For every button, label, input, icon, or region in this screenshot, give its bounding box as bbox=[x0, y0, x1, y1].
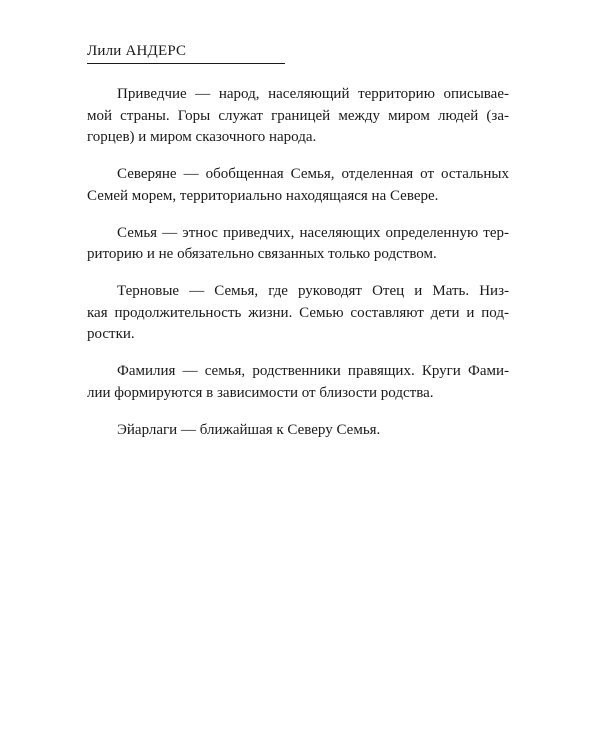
running-title: Лили АНДЕРС bbox=[87, 43, 187, 59]
text-line: горцев) и миром сказочного народа. bbox=[87, 129, 317, 145]
text-line: Приведчие — народ, населяющий территорию описывае- bbox=[117, 86, 509, 102]
text-line: Семья — этнос приведчих, населяющих определенную тер- bbox=[117, 224, 509, 241]
glossary-entry-familiya bbox=[87, 361, 509, 404]
text-line: кая продолжительность жизни. Семью составляют дети и под- bbox=[87, 304, 509, 321]
glossary-entry-priveddchie bbox=[87, 84, 509, 149]
text-line: Северяне — обобщенная Семья, отделенная от остальных bbox=[117, 166, 509, 182]
running-header bbox=[87, 42, 285, 64]
text-line: риторию и не обязательно связанных только родством. bbox=[87, 246, 437, 262]
text-line: Семей морем, территориально находящаяся на Севере. bbox=[87, 187, 439, 204]
text-line: Эйарлаги — ближайшая к Северу Семья. bbox=[117, 421, 381, 438]
glossary-entry-semya bbox=[87, 223, 509, 266]
glossary-entry-ternovye bbox=[87, 281, 509, 346]
text-line: лии формируются в зависимости от близости родства. bbox=[87, 384, 434, 401]
text-line: Фамилия — семья, родственники правящих. Круги Фами- bbox=[117, 363, 509, 379]
glossary-text bbox=[87, 84, 509, 457]
glossary-entry-eyarlagi bbox=[87, 420, 509, 442]
text-line: Терновые — Семья, где руководят Отец и Мать. Низ- bbox=[117, 283, 509, 299]
glossary-entry-severyane bbox=[87, 164, 509, 207]
text-line: мой страны. Горы служат границей между миром людей (за- bbox=[87, 107, 509, 124]
text-line: ростки. bbox=[87, 326, 135, 342]
